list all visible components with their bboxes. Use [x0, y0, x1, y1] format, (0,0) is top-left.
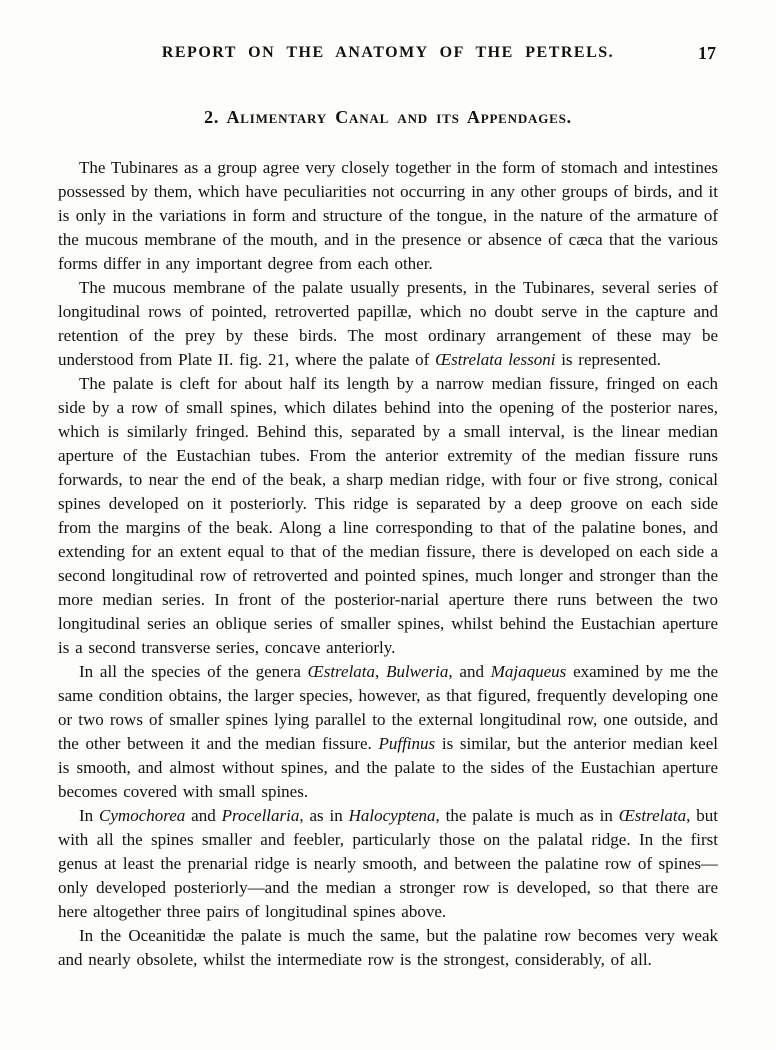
text-run: and [185, 806, 222, 825]
text-run: In all the species of the genera [79, 662, 308, 681]
body-text [58, 156, 718, 972]
text-run: , as in [299, 806, 349, 825]
species-name: Œstrelata [307, 662, 376, 681]
species-name: Procellaria [221, 806, 300, 825]
species-name: Majaqueus [490, 662, 567, 681]
species-name: Puffinus [378, 734, 436, 753]
running-title: REPORT ON THE ANATOMY OF THE PETRELS. [161, 44, 615, 61]
species-name: Œstrelata [618, 806, 687, 825]
paragraph [58, 372, 718, 660]
text-run: The palate is cleft for about half its length by a narrow median fissure, fringed on each side by a row of small spines, which dilates behind into the opening of the posterior nares, which is similarly fringed. Behind this, separated by a small interval, is the linear median aperture of the Eustachian tubes. From the anterior extremity of the median fissure runs forwards, to near the end of the beak, a sharp median ridge, with four or five strong, conical spines developed on it posteriorly. This ridge is separated by a deep groove on each side from the margins of the beak. Along a line corresponding to that of the palatine bones, and extending for an extent equal to that of the median fissure, there is developed on each side a second longitudinal row of retroverted and pointed spines, much longer and stronger than the more median series. In front of the posterior-narial aperture there runs between the two longitudinal series an oblique series of smaller spines, whilst behind the Eustachian aperture is a second transverse series, concave anteriorly. [58, 374, 718, 657]
species-name: Halocyptena [348, 806, 436, 825]
paragraph [58, 924, 718, 972]
page-number: 17 [698, 43, 716, 63]
running-header [58, 44, 718, 66]
paragraph [58, 156, 718, 276]
paragraph [58, 660, 718, 804]
text-run: , but with all the spines smaller and feebler, particularly those on the palatal ridge. In the first genus at least the prenarial ridge is nearly smooth, and between the palatine row of spines—only developed posteriorly—and the median a stronger row is developed, so that there are here altogether three pairs of longitudinal spines above. [58, 806, 718, 921]
paragraph [58, 276, 718, 372]
text-run: The mucous membrane of the palate usually presents, in the Tubinares, several series of longitudinal rows of pointed, retroverted papillæ, which no doubt serve in the capture and retention of the prey by these birds. The most ordinary arrangement of these may be understood from Plate II. fig. 21, where the palate of [58, 278, 718, 369]
section-heading: 2. Alimentary Canal and its Appendages. [204, 107, 572, 127]
text-run: , and [448, 662, 491, 681]
text-run: is represented. [555, 350, 661, 369]
text-run: The Tubinares as a group agree very closely together in the form of stomach and intestines possessed by them, which have peculiarities not occurring in any other groups of birds, and it is only in the variations in form and structure of the tongue, in the nature of the armature of the mucous membrane of the mouth, and in the presence or absence of cæca that the various forms differ in any important degree from each other. [58, 158, 718, 273]
text-run: In the Oceanitidæ the palate is much the same, but the palatine row becomes very weak and nearly obsolete, whilst the intermediate row is the strongest, considerably, of all. [58, 926, 718, 969]
text-run: In [79, 806, 100, 825]
text-run: is similar, but the anterior median keel is smooth, and almost without spines, and the palate to the sides of the Eustachian aperture becomes covered with small spines. [58, 734, 718, 801]
species-name: Œstrelata lessoni [435, 350, 556, 369]
paragraph [58, 804, 718, 924]
species-name: Cymochorea [99, 806, 186, 825]
text-run: , [375, 662, 387, 681]
species-name: Bulweria [386, 662, 449, 681]
text-run: examined by me the same condition obtains, the larger species, however, as that figured, frequently developing one or two rows of smaller spines lying parallel to the external longitudinal row, one outside, and the other between it and the median fissure. [58, 662, 719, 753]
text-run: , the palate is much as in [435, 806, 619, 825]
